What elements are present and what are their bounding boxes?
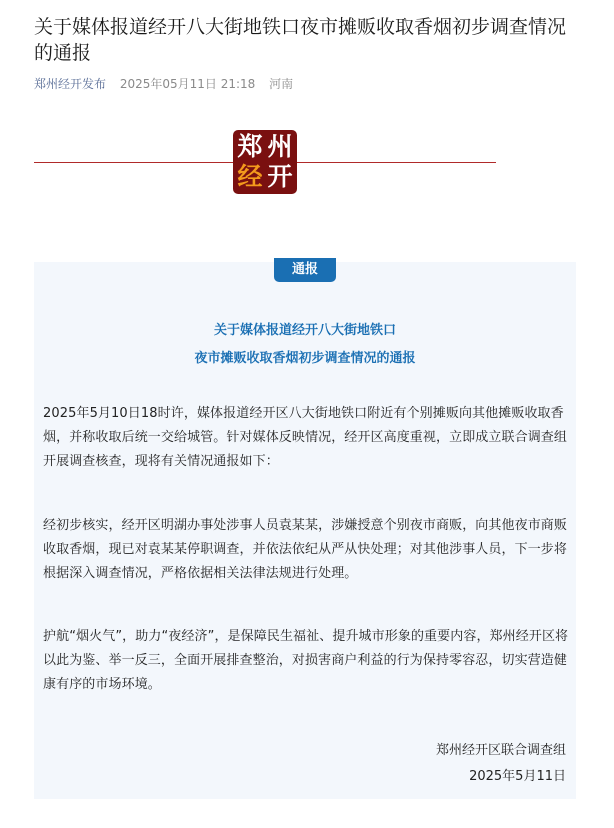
article-title: 关于媒体报道经开八大街地铁口夜市摊贩收取香烟初步调查情况的通报 bbox=[34, 16, 567, 64]
signature-org: 郑州经开区联合调查组 bbox=[435, 743, 566, 758]
logo-char: 开 bbox=[267, 162, 293, 191]
publish-time: 2025年05月11日 21:18 bbox=[119, 77, 256, 91]
article-meta bbox=[34, 76, 293, 92]
publish-location: 河南 bbox=[269, 77, 294, 91]
author-link[interactable]: 郑州经开发布 bbox=[34, 77, 107, 91]
notice-paragraph: 2025年5月10日18时许，媒体报道经开区八大街地铁口附近有个别摊贩向其他摊贩收取香烟，并称收取后统一交给城管。针对媒体反映情况，经开区高度重视，立即成立联合调查组开展调查核查，现将有关情况通报如下： bbox=[43, 406, 568, 469]
notice-paragraph: 经初步核实，经开区明湖办事处涉事人员袁某某，涉嫌授意个别夜市商贩，向其他夜市商贩收取香烟，现已对袁某某停职调查，并依法依纪从严从快处理；对其他涉事人员，下一步将根据深入调查情况，严格依据相关法律法规进行处理。 bbox=[43, 518, 568, 581]
logo-char: 郑 bbox=[237, 132, 263, 161]
notice-heading-line2: 夜市摊贩收取香烟初步调查情况的通报 bbox=[194, 351, 416, 366]
notice-paragraph: 护航“烟火气”，助力“夜经济”，是保障民生福祉、提升城市形象的重要内容，郑州经开区将以此为鉴、举一反三，全面开展排查整治，对损害商户利益的行为保持零容忍，切实营造健康有序的市场环境。 bbox=[43, 629, 569, 692]
notice-panel bbox=[34, 262, 576, 799]
notice-heading-line1: 关于媒体报道经开八大街地铁口 bbox=[213, 323, 396, 338]
logo-char: 州 bbox=[267, 132, 293, 161]
notice-badge: 通报 bbox=[274, 258, 336, 282]
zhengzhou-jingkai-logo bbox=[233, 130, 297, 194]
logo-char: 经 bbox=[237, 162, 263, 191]
signature-date: 2025年5月11日 bbox=[469, 769, 566, 784]
